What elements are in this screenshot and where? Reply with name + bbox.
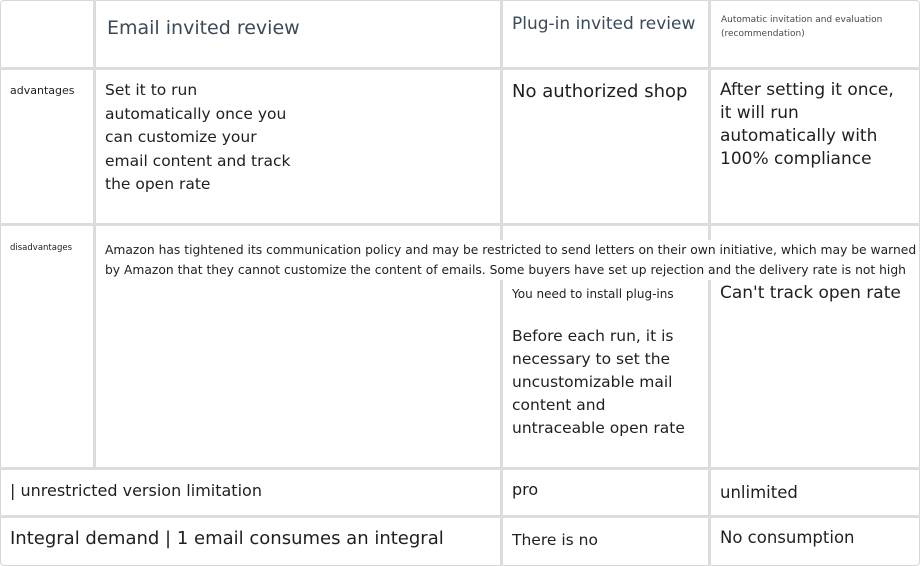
row-divider	[0, 467, 920, 470]
disadvantages-plugin-line2: Before each run, it is necessary to set the uncustomizable mail content and untraceable open rate	[512, 327, 685, 437]
version-plugin-cell: pro	[512, 480, 539, 499]
version-auto-cell: unlimited	[720, 483, 798, 502]
disadvantages-email-line1: Amazon has tightened its communication policy and may be restricted to send letters on their own initiative, which may be warned	[105, 243, 917, 257]
column-divider	[708, 0, 711, 566]
row-label-advantages: advantages	[10, 84, 75, 97]
row-label-disadvantages: disadvantages	[10, 243, 73, 253]
integral-auto-cell: No consumption	[720, 528, 855, 547]
advantages-plugin-cell: No authorized shop	[512, 81, 688, 102]
integral-plugin-cell: There is no	[512, 531, 598, 549]
row-divider	[0, 515, 920, 518]
row-divider	[0, 223, 920, 226]
row-divider	[0, 67, 920, 70]
disadvantages-auto-cell: Can't track open rate	[720, 283, 901, 303]
disadvantages-email-line2: by Amazon that they cannot customize the content of emails. Some buyers have set up rejection and the delivery rate is not high	[105, 263, 906, 277]
header-plugin-invited-review: Plug-in invited review	[512, 14, 696, 34]
disadvantages-email-cell	[105, 240, 916, 280]
advantages-email-cell: Set it to run automatically once you can customize your email content and track the open rate	[105, 81, 291, 193]
header-automatic-line1: Automatic invitation and evaluation	[721, 15, 883, 25]
header-automatic-line2: (recommendation)	[721, 28, 805, 39]
column-divider	[93, 0, 96, 467]
advantages-auto-cell: After setting it once, it will run automatically with 100% compliance	[720, 80, 894, 169]
column-divider	[500, 0, 503, 566]
header-email-invited-review: Email invited review	[107, 17, 300, 39]
row-label-integral-demand: Integral demand | 1 email consumes an integral	[10, 528, 444, 549]
header-automatic-invitation	[721, 14, 911, 41]
disadvantages-plugin-line1: You need to install plug-ins	[512, 287, 674, 301]
row-label-version-limitation: | unrestricted version limitation	[10, 481, 262, 500]
